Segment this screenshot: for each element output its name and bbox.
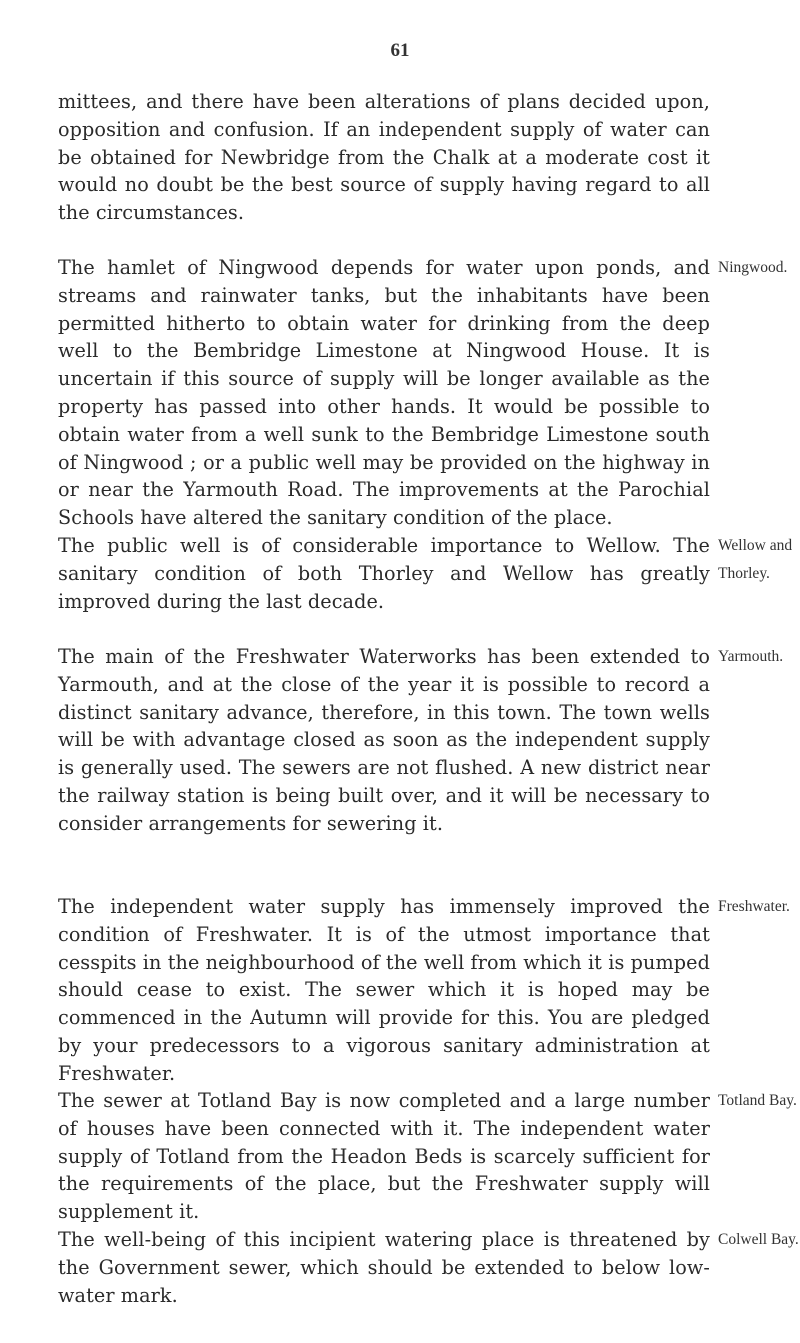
margin-note-colwell-bay: Colwell Bay.	[718, 1231, 799, 1248]
margin-note-wellow: Wellow and	[718, 537, 793, 554]
paragraph-yarmouth: The main of the Freshwater Waterworks has been extended to Yarmouth, and at the close of the year it is possible to record a distinct sanitary advance, therefore, in this town. The town wells will be with advantage closed as soon as the independent supply is generally used. The sewers are not flushed. A new district near the railway station is being built over, and it will be necessary to consider arrangements for sewering it.	[58, 645, 710, 835]
margin-note-yarmouth: Yarmouth.	[718, 648, 784, 665]
paragraph-newbridge: mittees, and there have been alterations of plans decided upon, opposition and confusion. If an independent supply of water can be obtained for Newbridge from the Chalk at a moderate cost it would no doubt be the best source of supply having regard to all the circumstances.	[58, 90, 710, 225]
margin-note-totland-bay: Totland Bay.	[718, 1092, 797, 1109]
paragraph-wellow-thorley: The public well is of considerable importance to Wellow. The sanitary condition of both Thorley and Wellow has greatly improved during the last decade.	[58, 534, 710, 613]
paragraph-ningwood: The hamlet of Ningwood depends for water upon ponds, and streams and rainwater tanks, but the inhabitants have been permitted hitherto to obtain water for drinking from the deep well to the Bembridge Limestone at Ningwood House. It is uncertain if this source of supply will be longer available as the property has passed into other hands. It would be possible to obtain water from a well sunk to the Bembridge Limestone south of Ningwood ; or a public well may be provided on the highway in or near the Yarmouth Road. The improvements at the Parochial Schools have altered the sanitary condition of the place.	[58, 256, 710, 530]
page-number: 61	[390, 40, 410, 61]
margin-note-freshwater: Freshwater.	[718, 898, 790, 915]
paragraph-freshwater: The independent water supply has immensely improved the condition of Freshwater. It is of the utmost importance that cesspits in the neighbourhood of the well from which it is pumped should cease to exist. The sewer which it is hoped may be commenced in the Autumn will provide for this. You are pledged by your predecessors to a vigorous sanitary administration at Freshwater.	[58, 895, 710, 1085]
margin-note-ningwood: Ningwood.	[718, 259, 788, 276]
margin-note-thorley: Thorley.	[718, 565, 770, 582]
paragraph-totland-bay: The sewer at Totland Bay is now completed and a large number of houses have been connected with it. The independent water supply of Totland from the Headon Beds is scarcely sufficient for the requirements of the place, but the Freshwater supply will supplement it.	[58, 1089, 710, 1224]
paragraph-colwell-bay: The well-being of this incipient watering place is threatened by the Government sewer, which should be extended to below low-water mark.	[58, 1228, 710, 1307]
